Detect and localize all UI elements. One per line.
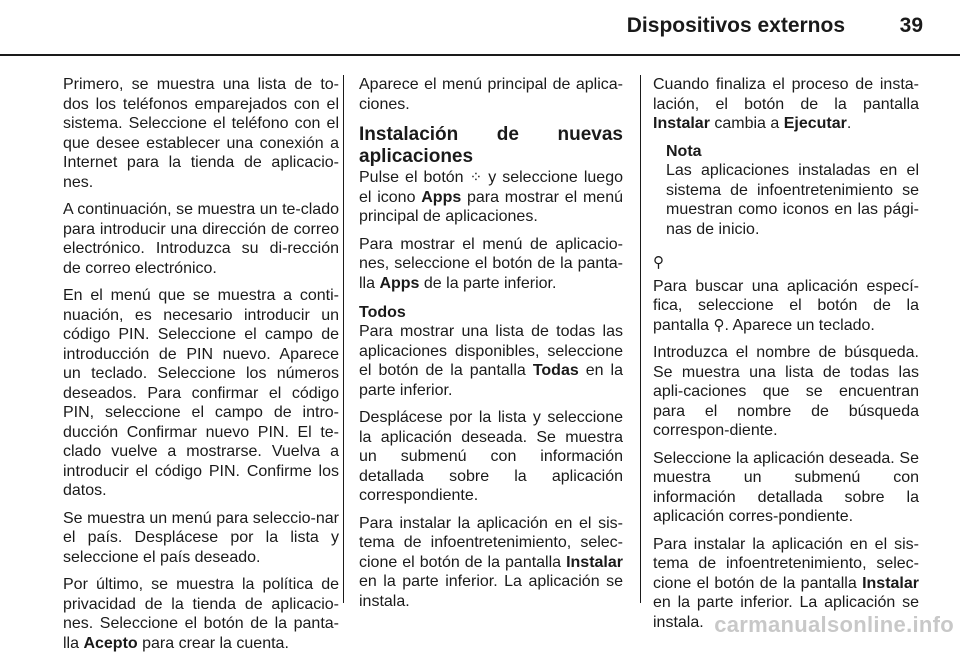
header-rule xyxy=(0,54,960,56)
text: para crear la cuenta. xyxy=(137,634,289,652)
button-label-instalar: Instalar xyxy=(862,574,919,592)
text: en la parte inferior. La aplicación se instala. xyxy=(653,594,919,631)
button-label-apps: Apps xyxy=(421,188,462,206)
search-icon: ⚲ xyxy=(653,254,664,271)
text: . xyxy=(846,115,852,132)
column-3 xyxy=(653,75,919,640)
text: de la parte inferior. xyxy=(419,274,557,292)
paragraph xyxy=(653,75,919,134)
column-divider-2 xyxy=(640,75,641,603)
text: Para buscar una aplicación especí-fica, seleccione el botón de la pantalla xyxy=(653,277,919,334)
page-title: Dispositivos externos xyxy=(626,14,845,37)
text: para mostrar el menú principal de aplicaciones. xyxy=(359,188,624,225)
paragraph: Primero, se muestra una lista de to-dos los teléfonos emparejados con el sistema. Seleccione el teléfono con el que desee establecer una conexión a Internet para la tienda de aplicacio-nes. xyxy=(63,76,339,191)
paragraph: Seleccione la aplicación deseada. Se muestra un submenú con información detallada sobre la aplicación corres-pondiente. xyxy=(653,449,919,525)
text: . Aparece un teclado. xyxy=(724,316,875,334)
text: Cuando finaliza el proceso de insta-lación, el botón de la pantalla xyxy=(653,76,919,113)
text: cambia a xyxy=(709,115,784,132)
paragraph xyxy=(359,514,623,612)
text: en la parte inferior. xyxy=(359,362,624,399)
subheading: Todos xyxy=(359,304,406,321)
button-label-ejecutar: Ejecutar xyxy=(783,115,847,132)
paragraph xyxy=(359,168,623,227)
home-icon: ⁘ xyxy=(469,169,483,186)
note-text: Las aplicaciones instaladas en el sistema de infoentretenimiento se muestran como iconos en las pági-nas de inicio. xyxy=(666,162,919,238)
button-label-apps: Apps xyxy=(379,274,420,292)
text: Para instalar la aplicación en el sis-tema de infoentretenimiento, selec-cione el botón de la pantalla xyxy=(359,514,623,571)
text: Para mostrar el menú de aplicacio-nes, seleccione el botón de la panta-lla xyxy=(359,235,623,292)
paragraph: Se muestra un menú para seleccio-nar el país. Desplácese por la lista y seleccione el país deseado. xyxy=(63,509,339,566)
search-symbol-line xyxy=(653,253,919,273)
watermark: carmanualsonline.info xyxy=(714,612,954,637)
button-label-acepto: Acepto xyxy=(83,634,138,652)
text: Para mostrar una lista de todas las aplicaciones disponibles, seleccione el botón de la pantalla xyxy=(359,323,623,379)
column-divider-1 xyxy=(343,75,344,603)
button-label-todas: Todas xyxy=(532,362,579,379)
text: Pulse el botón xyxy=(359,169,470,186)
button-label-instalar: Instalar xyxy=(653,115,710,132)
text: y seleccione luego el icono xyxy=(359,169,623,206)
section-heading: Instalación de nuevas aplicaciones xyxy=(359,124,623,167)
paragraph xyxy=(359,322,623,400)
column-2 xyxy=(359,75,623,619)
paragraph: A continuación, se muestra un te-clado para introducir una dirección de correo electrónico. Introduzca su di-rección de correo electrónico. xyxy=(63,201,339,277)
paragraph: Introduzca el nombre de búsqueda. Se muestra una lista de todas las apli-caciones que se encuentran para el nombre de búsqueda correspon-diente. xyxy=(653,344,919,439)
text: Por último, se muestra la política de privacidad de la tienda de aplicacio-nes. Seleccione el botón de la panta-lla xyxy=(63,576,339,652)
paragraph xyxy=(653,277,919,336)
paragraph: Desplácese por la lista y seleccione la aplicación deseada. Se muestra un submenú con información detallada sobre la aplicación correspondiente. xyxy=(359,409,623,504)
button-label-instalar: Instalar xyxy=(566,553,623,571)
paragraph: En el menú que se muestra a conti-nuación, es necesario introducir un código PIN. Seleccione el campo de introducción de PIN nuevo. Aparece un teclado. Seleccione los números deseados. Para confirmar el código PIN, seleccione el campo de intro-ducción Confirmar nuevo PIN. El te-clado vuelve a mostrarse. Vuelva a introducir el código PIN. Confirme los datos. xyxy=(63,287,339,499)
note-label: Nota xyxy=(666,142,702,160)
search-icon: ⚲ xyxy=(713,316,725,334)
text: Para instalar la aplicación en el sis-tema de infoentretenimiento, selec-cione el botón de la pantalla xyxy=(653,535,919,592)
page-header xyxy=(0,0,960,46)
page-number: 39 xyxy=(899,14,923,37)
note-box xyxy=(666,142,919,240)
paragraph xyxy=(359,235,623,294)
paragraph xyxy=(63,575,339,653)
column-1 xyxy=(63,75,339,661)
paragraph: Aparece el menú principal de aplica-ciones. xyxy=(359,76,623,113)
text: en la parte inferior. La aplicación se instala. xyxy=(359,573,623,610)
